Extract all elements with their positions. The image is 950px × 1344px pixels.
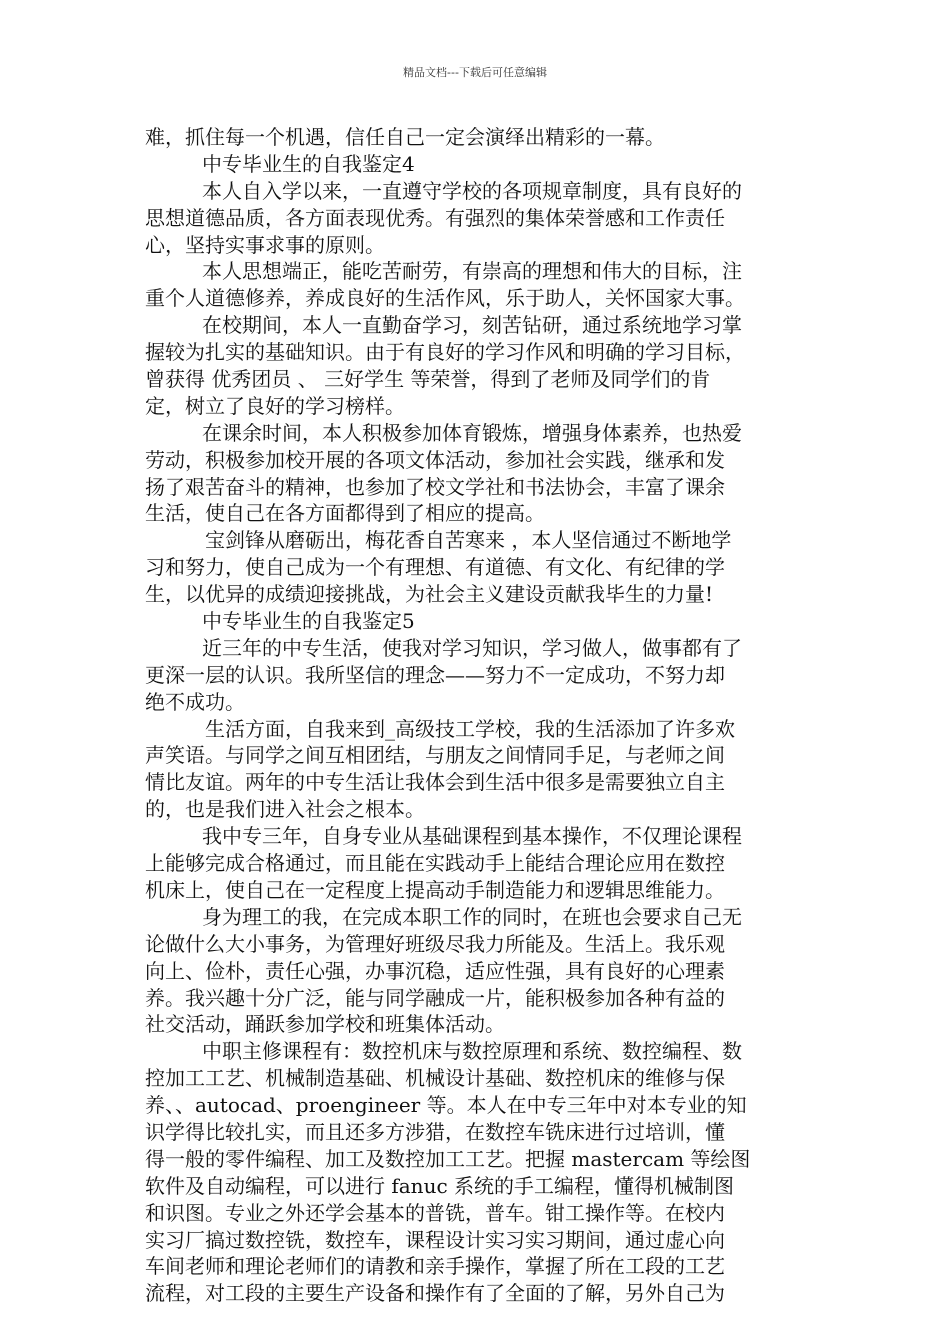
text-line: 和识图。专业之外还学会基本的普铣，普车。钳工操作等。在校内 [145, 1200, 725, 1225]
text-line: 曾获得 优秀团员 、 三好学生 等荣誉，得到了老师及同学们的肯 [145, 367, 711, 392]
text-line: 向上、俭朴，责任心强，办事沉稳，适应性强，具有良好的心理素 [145, 958, 725, 983]
text-line: 身为理工的我，在完成本职工作的同时，在班也会要求自己无 [202, 904, 742, 929]
text-line: 习和努力，使自己成为一个有理想、有道德、有文化、有纪律的学 [145, 555, 725, 580]
text-line: 识学得比较扎实，而且还多方涉猎，在数控车铣床进行过培训，懂 [145, 1119, 725, 1144]
text-line: 控加工工艺、机械制造基础、机械设计基础、数控机床的维修与保 [145, 1066, 725, 1091]
text-line: 思想道德品质，各方面表现优秀。有强烈的集体荣誉感和工作责任 [145, 205, 725, 230]
text-line: 定，树立了良好的学习榜样。 [145, 393, 405, 418]
text-line: 劳动，积极参加校开展的各项文体活动，参加社会实践，继承和发 [145, 447, 725, 472]
section-heading: 中专毕业生的自我鉴定4 [202, 151, 415, 176]
text-line: 中职主修课程有：数控机床与数控原理和系统、数控编程、数 [202, 1039, 742, 1064]
text-line: 近三年的中专生活，使我对学习知识，学习做人，做事都有了 [202, 635, 742, 660]
text-line: 机床上，使自己在一定程度上提高动手制造能力和逻辑思维能力。 [145, 877, 725, 902]
text-line: 得一般的零件编程、加工及数控加工工艺。把握 mastercam 等绘图 [145, 1146, 751, 1171]
text-line: 车间老师和理论老师们的请教和亲手操作，掌握了所在工段的工艺 [145, 1254, 725, 1279]
text-line: 养、、autocad、proengineer 等。本人在中专三年中对本专业的知 [145, 1093, 747, 1118]
text-line: 生，以优异的成绩迎接挑战，为社会主义建设贡献我毕生的力量! [145, 582, 714, 607]
text-line: 实习厂搞过数控铣，数控车，课程设计实习实习期间，通过虚心向 [145, 1227, 725, 1252]
page-header: 精品文档---下载后可任意编辑 [403, 66, 547, 79]
text-line: 重个人道德修养，养成良好的生活作风，乐于助人，关怀国家大事。 [145, 286, 745, 311]
text-line: 握较为扎实的基础知识。由于有良好的学习作风和明确的学习目标， [145, 340, 745, 365]
text-line: 流程，对工段的主要生产设备和操作有了全面的了解，另外自己为 [145, 1281, 725, 1306]
text-line: 软件及自动编程，可以进行 fanuc 系统的手工编程，懂得机械制图 [145, 1173, 735, 1198]
text-line: 难，抓住每一个机遇，信任自己一定会演绎出精彩的一幕。 [145, 125, 665, 149]
text-line: 生活方面，自我来到_高级技工学校，我的生活添加了许多欢 [205, 716, 735, 741]
text-line: 在课余时间，本人积极参加体育锻炼，增强身体素养，也热爱 [202, 420, 742, 445]
text-line: 本人自入学以来，一直遵守学校的各项规章制度，具有良好的 [202, 178, 742, 203]
text-line: 社交活动，踊跃参加学校和班集体活动。 [145, 1012, 505, 1037]
text-line: 更深一层的认识。我所坚信的理念——努力不一定成功，不努力却 [145, 662, 725, 687]
text-line: 情比友谊。两年的中专生活让我体会到生活中很多是需要独立自主 [145, 770, 725, 795]
text-line: 在校期间，本人一直勤奋学习，刻苦钻研，通过系统地学习掌 [202, 313, 742, 338]
text-line: 声笑语。与同学之间互相团结，与朋友之间情同手足，与老师之间 [145, 743, 725, 768]
document-body [145, 124, 809, 1307]
text-line: 的，也是我们进入社会之根本。 [145, 797, 425, 822]
text-line: 绝不成功。 [145, 689, 245, 714]
text-line: 上能够完成合格通过，而且能在实践动手上能结合理论应用在数控 [145, 851, 725, 876]
text-line: 我中专三年，自身专业从基础课程到基本操作，不仅理论课程 [202, 824, 742, 849]
text-line: 本人思想端正，能吃苦耐劳，有崇高的理想和伟大的目标，注 [202, 259, 742, 284]
text-line: 宝剑锋从磨砺出，梅花香自苦寒来 ，本人坚信通过不断地学 [205, 528, 732, 553]
text-line: 扬了艰苦奋斗的精神，也参加了校文学社和书法协会，丰富了课余 [145, 474, 725, 499]
text-line: 生活，使自己在各方面都得到了相应的提高。 [145, 501, 545, 526]
text-line: 论做什么大小事务，为管理好班级尽我力所能及。生活上。我乐观 [145, 931, 725, 956]
section-heading: 中专毕业生的自我鉴定5 [202, 609, 415, 634]
text-line: 心，坚持实事求事的原则。 [145, 232, 385, 257]
text-line: 养。我兴趣十分广泛，能与同学融成一片，能积极参加各种有益的 [145, 985, 725, 1010]
